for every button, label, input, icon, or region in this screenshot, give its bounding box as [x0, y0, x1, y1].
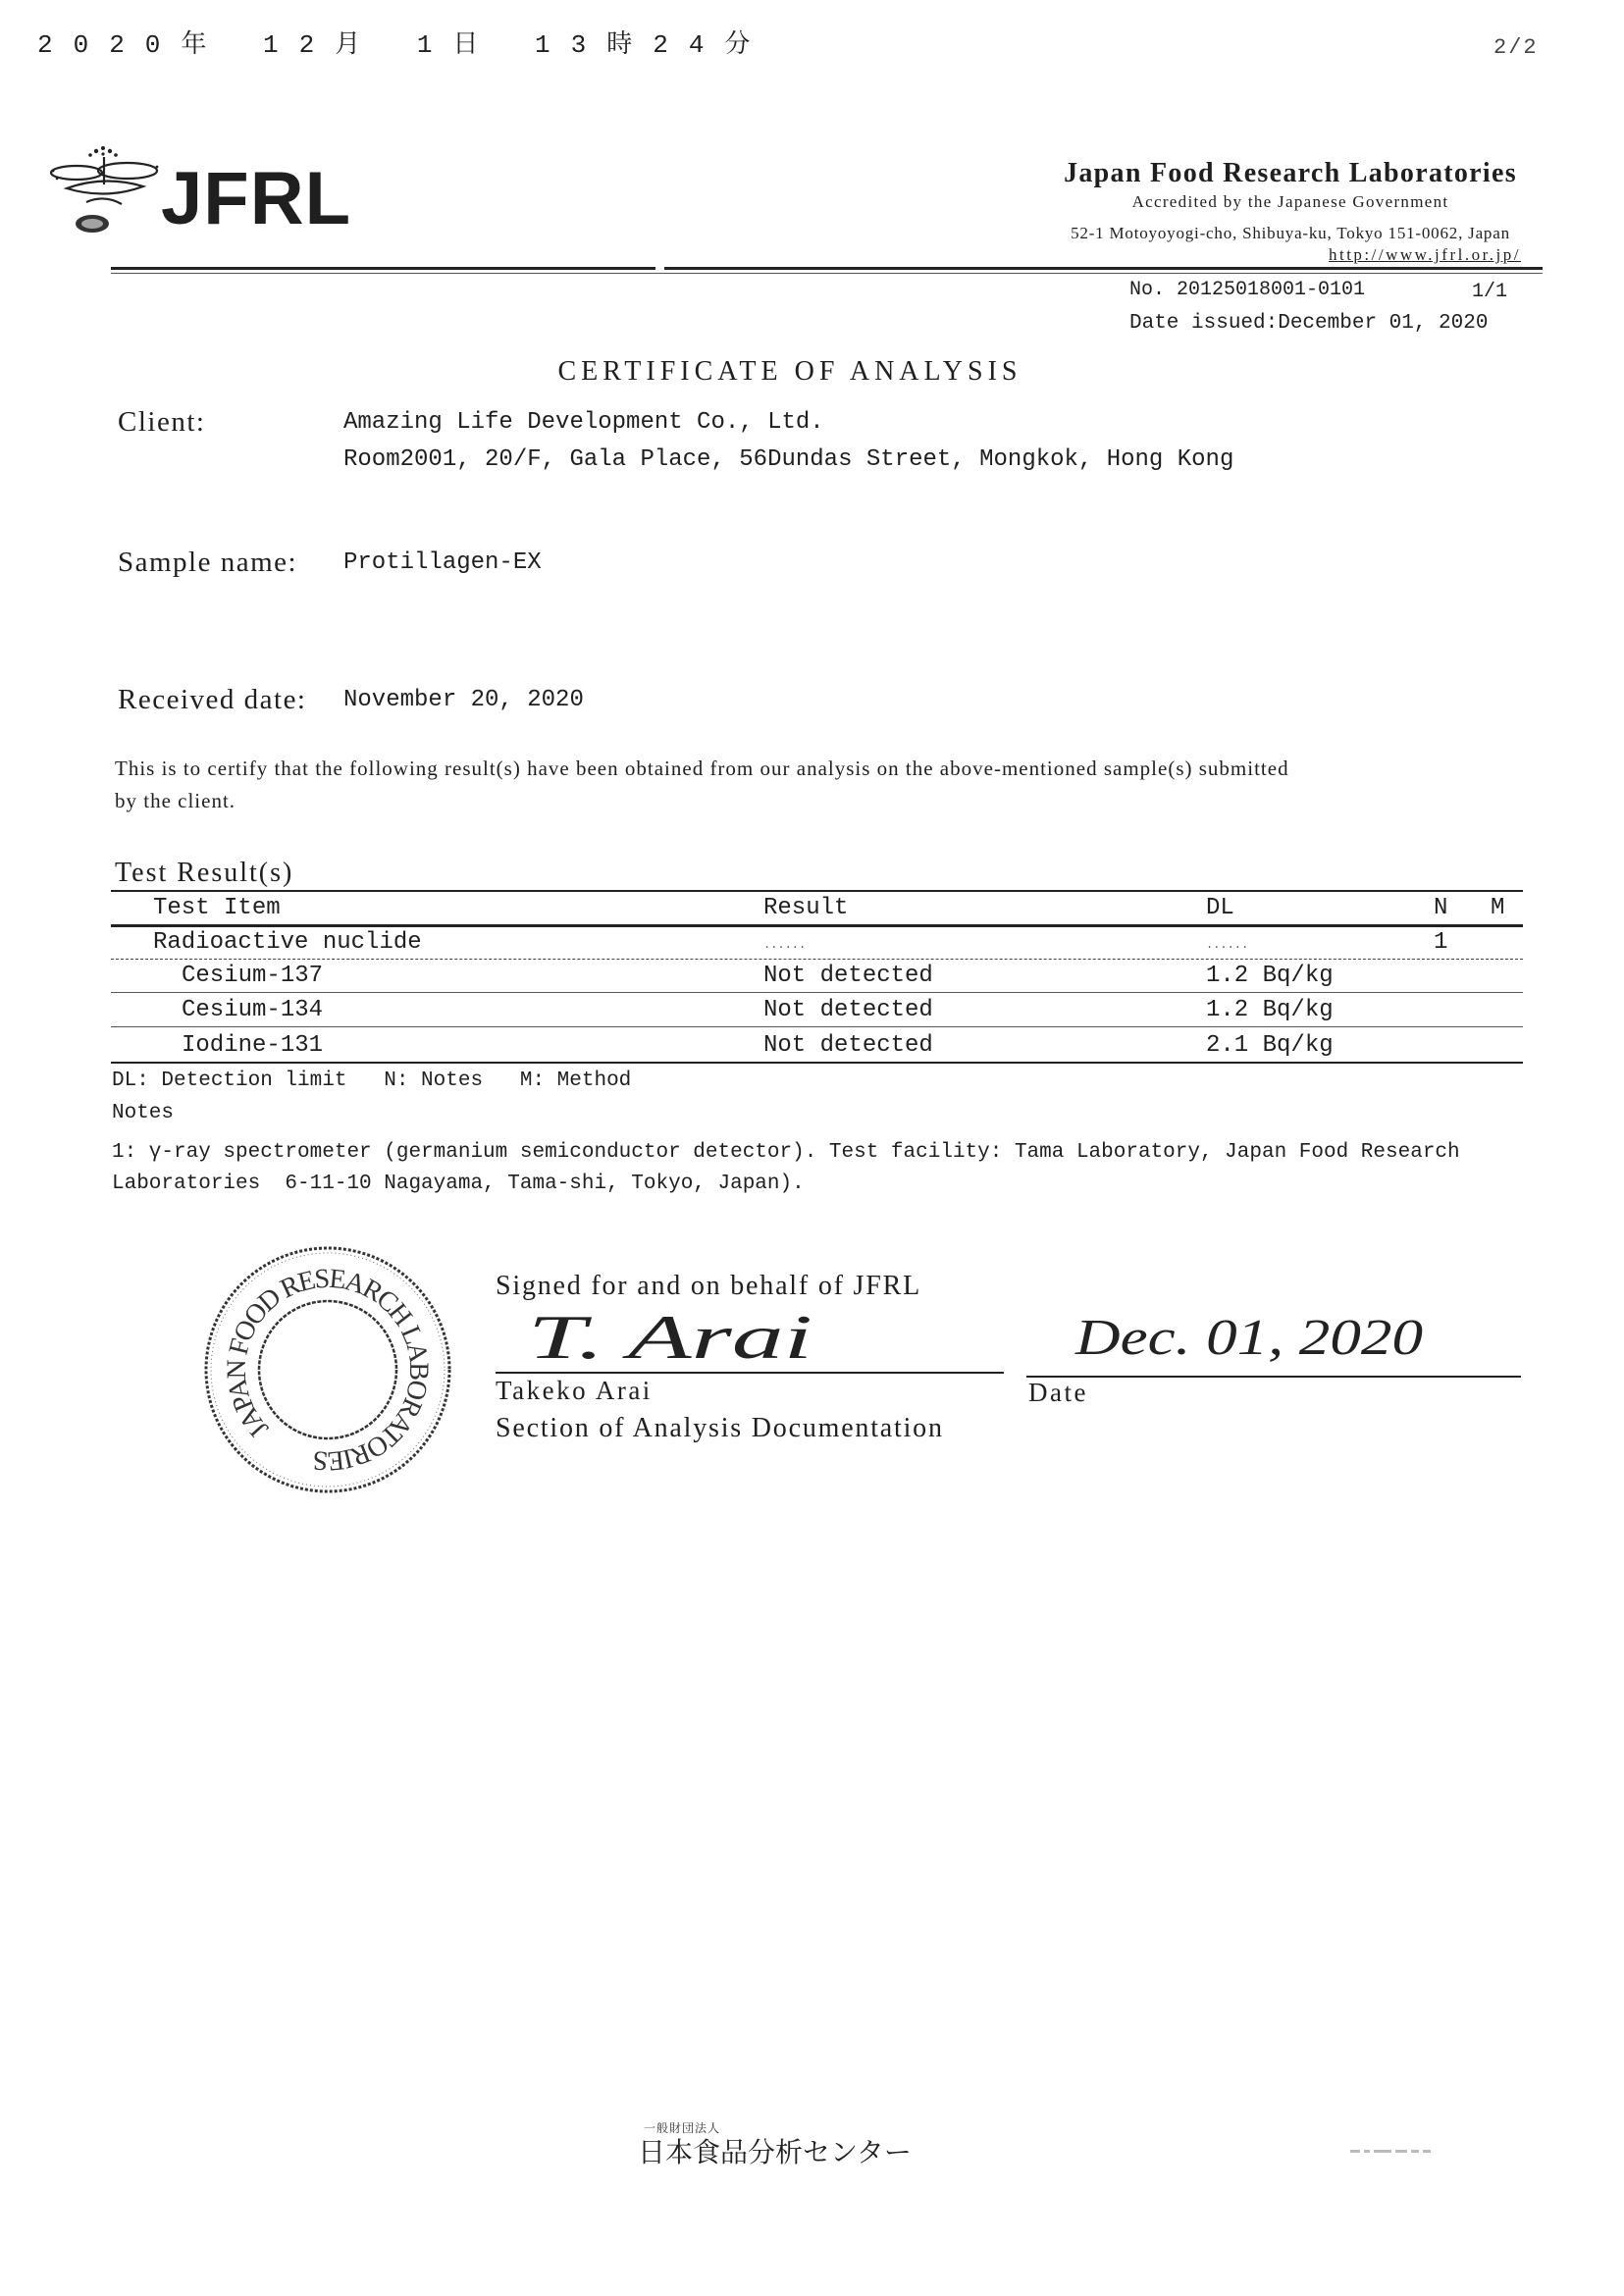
- column-header-result: Result: [763, 895, 849, 921]
- dl-value: 1.2 Bq/kg: [1206, 963, 1334, 989]
- jfrl-logo-text: JFRL: [161, 157, 351, 240]
- footer-org-type: 一般財団法人: [644, 2121, 721, 2135]
- signature-text: T. Arai: [528, 1302, 812, 1372]
- table-row: [111, 965, 1523, 990]
- sample-name-value: Protillagen-EX: [343, 549, 542, 576]
- organization-url: http://www.jfrl.or.jp/: [1328, 245, 1521, 264]
- table-row: [111, 931, 1523, 957]
- notes-heading: Notes: [112, 1102, 175, 1124]
- table-rule: [111, 1026, 1523, 1027]
- column-header-test-item: Test Item: [153, 895, 281, 921]
- svg-text:JAPAN FOOD RESEARCH LABORATORI: [222, 1264, 434, 1477]
- results-table: [111, 890, 1523, 1065]
- column-header-m: M: [1491, 895, 1505, 921]
- certificate-number: No. 20125018001-0101: [1129, 279, 1366, 301]
- column-header-n: N: [1434, 895, 1448, 921]
- table-rule: [111, 1062, 1523, 1064]
- letterhead-rule: [111, 267, 655, 270]
- result-value: Not detected: [763, 997, 933, 1023]
- certification-statement: by the client.: [115, 789, 236, 812]
- fax-timestamp: 2020年 12月 1日 13時24分: [37, 30, 771, 60]
- letterhead-rule: [664, 267, 1543, 270]
- dl-value: ......: [1206, 938, 1249, 952]
- note-ref: 1: [1434, 929, 1448, 956]
- table-header-rule: [111, 924, 1523, 927]
- date-issued: Date issued:December 01, 2020: [1129, 312, 1489, 335]
- document-title: CERTIFICATE OF ANALYSIS: [557, 356, 1022, 387]
- sample-name-label: Sample name:: [118, 547, 298, 578]
- table-rule: [111, 890, 1523, 892]
- test-item: Iodine-131: [182, 1032, 324, 1059]
- signed-for-line: Signed for and on behalf of JFRL: [496, 1271, 921, 1301]
- jfrl-emblem-logo: [47, 145, 163, 237]
- signatory-department: Section of Analysis Documentation: [496, 1413, 944, 1443]
- signature-line: [496, 1372, 1004, 1374]
- date-line: [1026, 1376, 1521, 1378]
- test-item: Cesium-134: [182, 997, 324, 1023]
- client-label: Client:: [118, 406, 206, 438]
- dl-value: 1.2 Bq/kg: [1206, 997, 1334, 1023]
- note-text: 1: γ-ray spectrometer (germanium semiconductor detector). Test facility: Tama Laboratory, Japan Food Research: [112, 1141, 1460, 1164]
- table-rule: [111, 992, 1523, 993]
- result-value: Not detected: [763, 1032, 933, 1059]
- stamp-text: JAPAN FOOD RESEARCH LABORATORIES: [221, 1263, 435, 1477]
- date-label: Date: [1028, 1378, 1088, 1407]
- accreditation-line: Accredited by the Japanese Government: [1131, 192, 1449, 211]
- certification-statement: This is to certify that the following result(s) have been obtained from our analysis on the above-mentioned sample(s) submitted: [115, 757, 1289, 780]
- certificate-page: 1/1: [1472, 281, 1508, 303]
- handwritten-date: [1070, 1297, 1433, 1376]
- table-header-row: [111, 897, 1523, 922]
- test-item: Cesium-137: [182, 963, 324, 989]
- scan-mark: [1350, 2147, 1433, 2157]
- table-row: [111, 999, 1523, 1024]
- table-row: [111, 1034, 1523, 1060]
- received-date-label: Received date:: [118, 684, 307, 715]
- handwritten-signature: [520, 1297, 824, 1376]
- client-address: Room2001, 20/F, Gala Place, 56Dundas Street, Mongkok, Hong Kong: [343, 446, 1234, 473]
- column-header-dl: DL: [1206, 895, 1234, 921]
- footer-org-name-japanese: 日本食品分析センター: [638, 2137, 912, 2167]
- signatory-name: Takeko Arai: [496, 1376, 653, 1405]
- result-value: ......: [763, 938, 807, 952]
- organization-address: 52-1 Motoyoyogi-cho, Shibuya-ku, Tokyo 151-0062, Japan: [1071, 224, 1510, 242]
- result-value: Not detected: [763, 963, 933, 989]
- organization-name: Japan Food Research Laboratories: [1064, 158, 1517, 188]
- test-item: Radioactive nuclide: [153, 929, 422, 956]
- dl-value: 2.1 Bq/kg: [1206, 1032, 1334, 1059]
- official-seal-stamp: [200, 1242, 455, 1497]
- note-text: Laboratories 6-11-10 Nagayama, Tama-shi, Tokyo, Japan).: [112, 1173, 805, 1195]
- fax-page-number: 2/2: [1493, 35, 1539, 60]
- table-legend: DL: Detection limit N: Notes M: Method: [112, 1070, 632, 1092]
- received-date-value: November 20, 2020: [343, 687, 584, 713]
- client-name: Amazing Life Development Co., Ltd.: [343, 409, 824, 436]
- table-rule: [111, 959, 1523, 960]
- test-results-heading: Test Result(s): [115, 858, 294, 888]
- letterhead-rule-thin: [111, 273, 1543, 274]
- handwritten-date-text: Dec. 01, 2020: [1074, 1310, 1423, 1366]
